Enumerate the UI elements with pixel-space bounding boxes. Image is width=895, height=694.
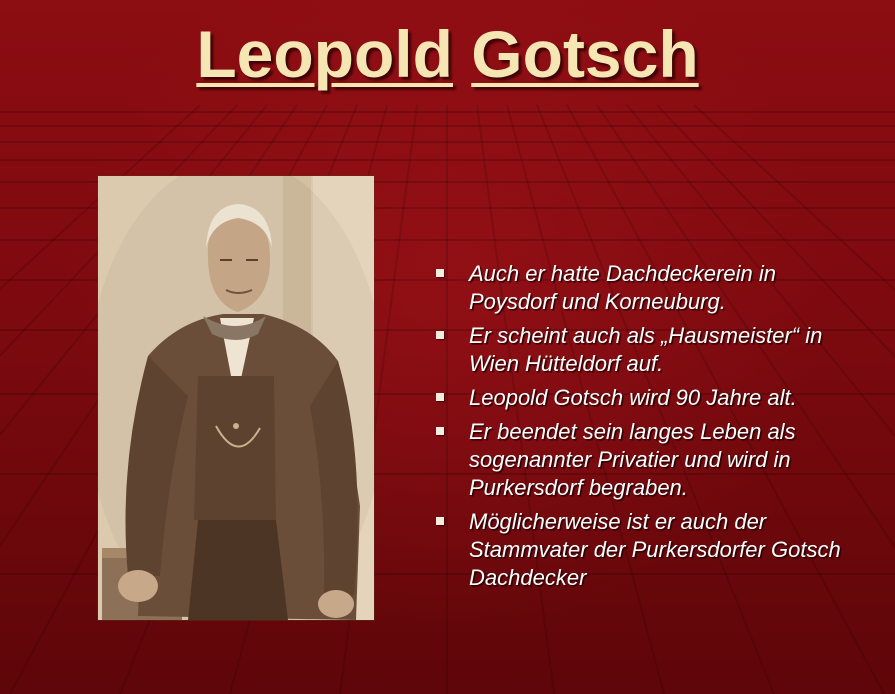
bullet-item bbox=[436, 508, 856, 592]
square-bullet-icon bbox=[436, 517, 444, 525]
bullet-text: Er scheint auch als „Hausmeister“ in Wien Hütteldorf auf. bbox=[469, 323, 823, 376]
square-bullet-icon bbox=[436, 393, 444, 401]
square-bullet-icon bbox=[436, 331, 444, 339]
bullet-item bbox=[436, 384, 856, 412]
square-bullet-icon bbox=[436, 427, 444, 435]
bullet-text: Auch er hatte Dachdeckerein in Poysdorf und Korneuburg. bbox=[469, 261, 776, 314]
portrait-illustration bbox=[98, 176, 374, 620]
slide-title bbox=[0, 14, 895, 94]
bullet-item bbox=[436, 260, 856, 316]
title-last-name: Gotsch bbox=[471, 17, 699, 91]
square-bullet-icon bbox=[436, 269, 444, 277]
bullet-text: Möglicherweise ist er auch der Stammvater der Purkersdorfer Gotsch Dachdecker bbox=[469, 509, 841, 590]
bullet-text: Er beendet sein langes Leben als sogenannter Privatier und wird in Purkersdorf begraben. bbox=[469, 419, 796, 500]
portrait-photo bbox=[98, 176, 374, 620]
title-first-name: Leopold bbox=[196, 17, 453, 91]
bullet-text: Leopold Gotsch wird 90 Jahre alt. bbox=[469, 385, 797, 410]
bullet-item bbox=[436, 418, 856, 502]
bullet-list bbox=[436, 260, 856, 598]
bullet-item bbox=[436, 322, 856, 378]
